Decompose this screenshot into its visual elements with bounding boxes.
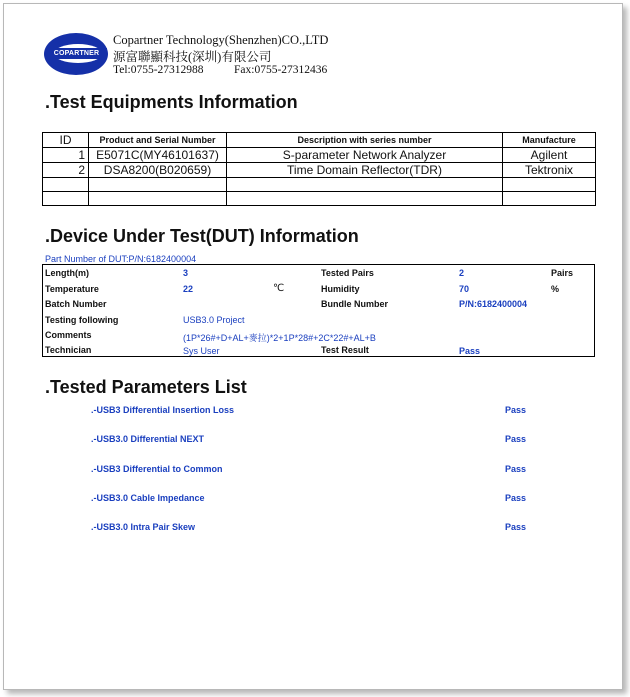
temperature-value: 22 bbox=[183, 284, 194, 294]
cell-manufacture: Agilent bbox=[503, 148, 596, 163]
test-result-label: Test Result bbox=[321, 345, 369, 355]
technician-label: Technician bbox=[45, 345, 92, 355]
parameters-section-title: .Tested Parameters List bbox=[45, 377, 247, 397]
column-header-id: ID bbox=[43, 133, 89, 148]
parameter-name: .-USB3 Differential Insertion Loss bbox=[91, 405, 235, 415]
cell-id: 2 bbox=[43, 163, 89, 178]
temperature-label: Temperature bbox=[45, 284, 99, 294]
company-logo bbox=[44, 33, 108, 75]
cell-description: S-parameter Network Analyzer bbox=[227, 148, 503, 163]
batch-number-label: Batch Number bbox=[45, 299, 107, 309]
parameter-result: Pass bbox=[505, 405, 527, 415]
table-row-empty bbox=[43, 192, 596, 206]
length-value: 3 bbox=[183, 268, 189, 278]
column-header-product: Product and Serial Number bbox=[89, 133, 227, 148]
testing-following-label: Testing following bbox=[45, 315, 119, 325]
testing-following-value: USB3.0 Project bbox=[183, 315, 245, 325]
bundle-number-value: P/N:6182400004 bbox=[459, 299, 528, 309]
length-label: Length(m) bbox=[45, 268, 89, 278]
table-row bbox=[43, 148, 596, 163]
equipment-table bbox=[42, 132, 596, 206]
humidity-unit: % bbox=[551, 284, 560, 294]
parameter-result: Pass bbox=[505, 434, 527, 444]
comments-value: (1P*26#+D+AL+麥拉)*2+1P*28#+2C*22#+AL+B bbox=[183, 333, 376, 343]
technician-value: Sys User bbox=[183, 346, 220, 356]
table-row-empty bbox=[43, 178, 596, 192]
test-result-value: Pass bbox=[459, 346, 481, 356]
parameter-name: .-USB3.0 Intra Pair Skew bbox=[91, 522, 196, 532]
tested-pairs-value: 2 bbox=[459, 268, 465, 278]
company-name-english: Copartner Technology(Shenzhen)CO.,LTD bbox=[113, 33, 329, 47]
cell-product: DSA8200(B020659) bbox=[89, 163, 227, 178]
humidity-value: 70 bbox=[459, 284, 470, 294]
parameter-result: Pass bbox=[505, 493, 527, 503]
logo-text: COPARTNER bbox=[46, 48, 107, 59]
company-name-chinese: 源富聯顯科技(深圳)有限公司 bbox=[113, 50, 272, 64]
dut-part-number: Part Number of DUT:P/N:6182400004 bbox=[45, 254, 197, 264]
column-header-manufacture: Manufacture bbox=[503, 133, 596, 148]
company-telephone: Tel:0755-27312988 bbox=[113, 64, 204, 76]
cell-description: Time Domain Reflector(TDR) bbox=[227, 163, 503, 178]
cell-manufacture: Tektronix bbox=[503, 163, 596, 178]
cell-product: E5071C(MY46101637) bbox=[89, 148, 227, 163]
parameter-name: .-USB3 Differential to Common bbox=[91, 464, 223, 474]
cell-id: 1 bbox=[43, 148, 89, 163]
tested-pairs-label: Tested Pairs bbox=[321, 268, 374, 278]
table-row bbox=[43, 163, 596, 178]
company-fax: Fax:0755-27312436 bbox=[234, 64, 328, 76]
parameter-name: .-USB3.0 Cable Impedance bbox=[91, 493, 205, 503]
dut-section-title: .Device Under Test(DUT) Information bbox=[45, 226, 359, 246]
column-header-description: Description with series number bbox=[227, 133, 503, 148]
humidity-label: Humidity bbox=[321, 284, 360, 294]
equipment-table-header bbox=[43, 133, 596, 148]
equipment-section-title: .Test Equipments Information bbox=[45, 92, 298, 112]
pairs-unit: Pairs bbox=[551, 268, 574, 278]
parameter-result: Pass bbox=[505, 464, 527, 474]
comments-label: Comments bbox=[45, 330, 92, 340]
parameter-name: .-USB3.0 Differential NEXT bbox=[91, 434, 205, 444]
parameter-result: Pass bbox=[505, 522, 527, 532]
bundle-number-label: Bundle Number bbox=[321, 299, 389, 309]
temperature-unit: ℃ bbox=[273, 283, 285, 294]
